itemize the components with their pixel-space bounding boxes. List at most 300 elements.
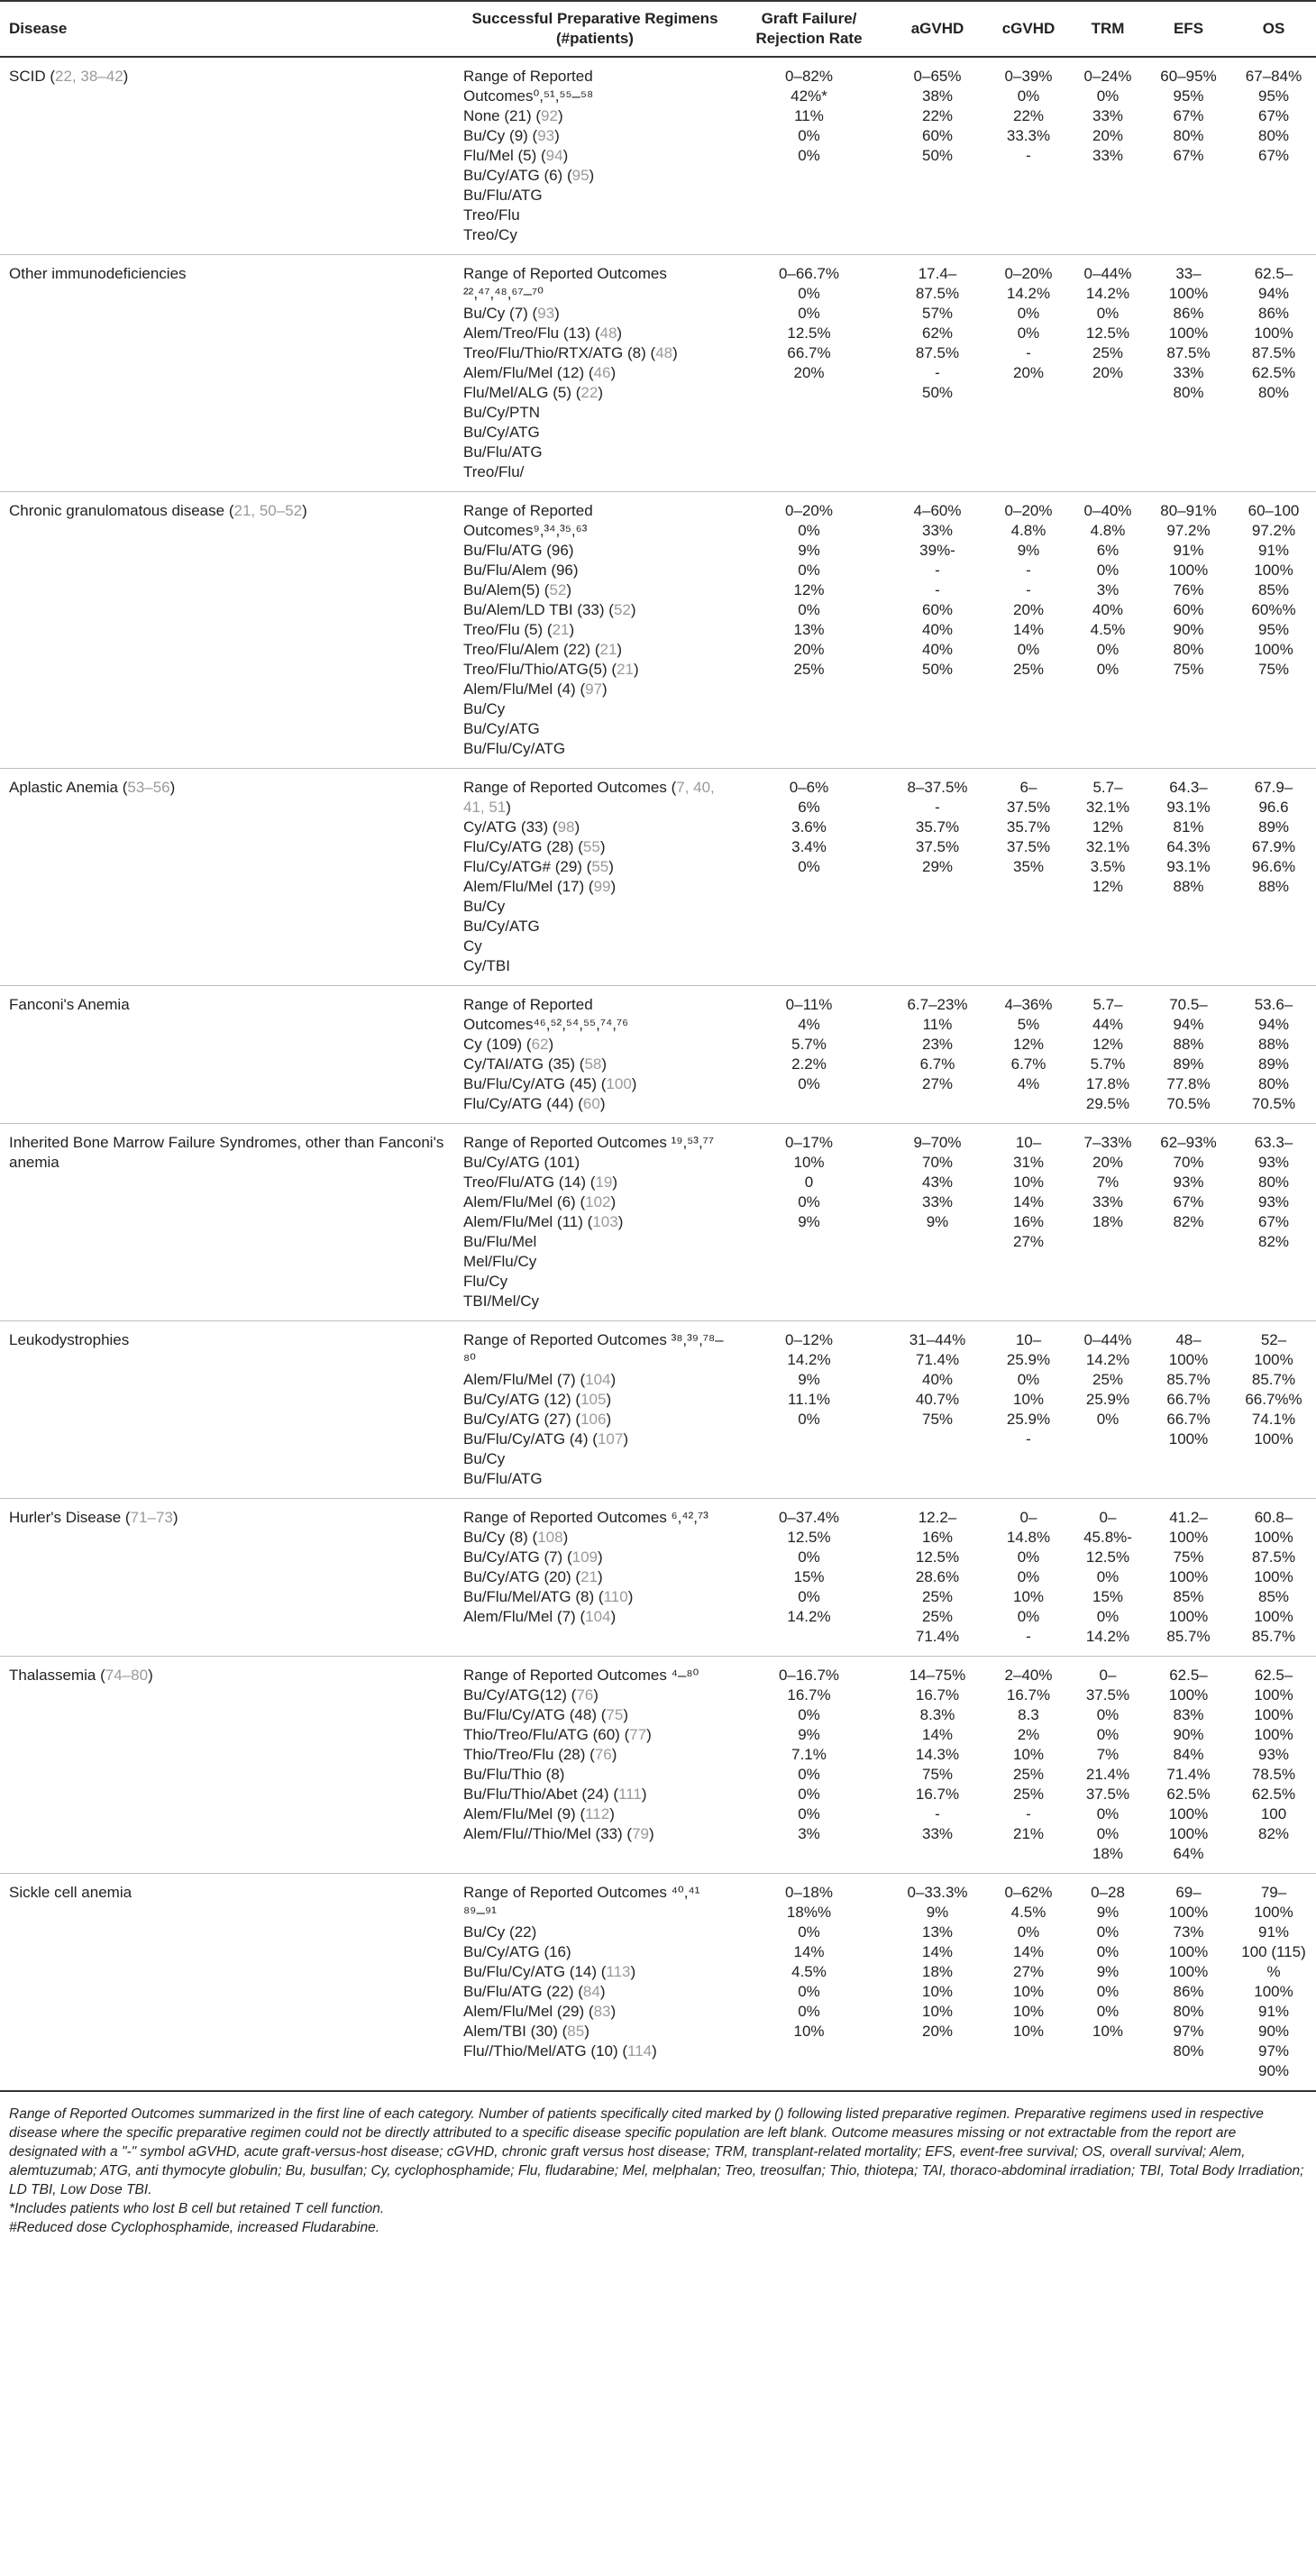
efs-value: 66.7%	[1166, 1411, 1211, 1428]
efs-cell	[1146, 1499, 1231, 1657]
os-cell	[1231, 492, 1316, 769]
efs-value: 100%	[1168, 1529, 1209, 1546]
agvhd-value: 40%	[921, 1371, 954, 1388]
graft-failure-value: 18%%	[786, 1904, 832, 1921]
graft-failure-value: 0–18%	[785, 1884, 833, 1901]
graft-failure-value: 20%	[793, 364, 825, 381]
efs-value: 48–	[1175, 1331, 1202, 1348]
regimen-line: Bu/Cy/ATG	[463, 720, 540, 737]
efs-value: 67%	[1173, 107, 1204, 124]
trm-value: 29.5%	[1085, 1095, 1130, 1112]
os-cell	[1231, 1874, 1316, 2092]
efs-cell	[1146, 1657, 1231, 1874]
efs-value: 86%	[1173, 1983, 1204, 2000]
graft-failure-value: 5.7%	[791, 1036, 827, 1053]
disease-name: Leukodystrophies	[9, 1331, 130, 1348]
trm-value: 21.4%	[1085, 1766, 1130, 1783]
cgvhd-value: 0–62%	[1004, 1884, 1053, 1901]
os-cell	[1231, 769, 1316, 986]
footnote-hash: #Reduced dose Cyclophosphamide, increased Fludarabine.	[9, 2220, 380, 2235]
regimen-line: Treo/Flu (5) (21)	[463, 621, 575, 638]
regimen-line: Treo/Flu/Alem (22) (21)	[463, 641, 623, 658]
agvhd-value: 40%	[921, 621, 954, 638]
efs-value: 69–	[1175, 1884, 1202, 1901]
regimens-cell	[460, 1321, 730, 1499]
agvhd-value: 6.7%	[919, 1055, 955, 1073]
graft-failure-value: 0–12%	[785, 1331, 833, 1348]
trm-value: 7–33%	[1083, 1134, 1132, 1151]
header-graft-failure: Graft Failure/ Rejection Rate	[730, 1, 888, 57]
os-value: %	[1266, 1963, 1281, 1980]
os-cell	[1231, 986, 1316, 1124]
regimen-line: Alem/Flu/Mel (11) (103)	[463, 1213, 624, 1230]
os-value: 62.5%	[1251, 1786, 1296, 1803]
cgvhd-cell	[987, 769, 1070, 986]
cgvhd-value: 8.3	[1018, 1706, 1039, 1723]
trm-value: 20%	[1092, 364, 1124, 381]
efs-value: 41.2–	[1169, 1509, 1208, 1526]
regimen-line: Bu/Cy/ATG (12) (105)	[463, 1391, 612, 1408]
agvhd-cell	[888, 1124, 987, 1321]
regimen-line: Bu/Alem/LD TBI (33) (52)	[463, 601, 636, 618]
regimen-line: Flu/Cy	[463, 1273, 508, 1290]
regimen-line: Treo/Flu/Thio/RTX/ATG (8) (48)	[463, 344, 678, 361]
trm-value: 0%	[1096, 87, 1120, 105]
disease-cell	[0, 1874, 460, 2092]
regimen-line: Cy/ATG (33) (98)	[463, 818, 580, 836]
agvhd-value: 8.3%	[919, 1706, 955, 1723]
trm-value: 12%	[1092, 818, 1124, 836]
os-value: 100%	[1254, 324, 1293, 342]
cgvhd-value: 20%	[1012, 364, 1045, 381]
agvhd-value: 33%	[921, 1825, 954, 1842]
graft-failure-value: 4%	[798, 1016, 820, 1033]
graft-failure-value: 0–16.7%	[778, 1667, 840, 1684]
graft-failure-value: 14.2%	[787, 1351, 831, 1368]
efs-value: 81%	[1173, 818, 1204, 836]
graft-failure-cell	[730, 769, 888, 986]
os-value: 88%	[1257, 878, 1290, 895]
os-value: 100%	[1254, 1568, 1293, 1585]
os-value: 100%	[1254, 1983, 1293, 2000]
trm-value: 14.2%	[1085, 285, 1130, 302]
efs-value: 90%	[1173, 621, 1204, 638]
trm-cell	[1070, 1499, 1146, 1657]
graft-failure-value: 0%	[798, 1193, 820, 1210]
os-value: 60.8–	[1254, 1509, 1293, 1526]
regimen-line: Treo/Flu/Thio/ATG(5) (21)	[463, 661, 639, 678]
cgvhd-value: 4.8%	[1010, 522, 1046, 539]
agvhd-value: 39%-	[919, 542, 955, 559]
trm-value: 14.2%	[1085, 1628, 1130, 1645]
os-value: 60–100	[1247, 502, 1300, 519]
regimen-line: Cy/TBI	[463, 957, 510, 974]
cgvhd-value: 10%	[1012, 1746, 1045, 1763]
graft-failure-value: 9%	[798, 1726, 820, 1743]
agvhd-value: 16.7%	[915, 1686, 960, 1704]
cgvhd-cell	[987, 57, 1070, 255]
cgvhd-value: 25%	[1012, 1766, 1045, 1783]
table-row	[0, 986, 1316, 1124]
os-value: 96.6	[1258, 799, 1289, 816]
trm-value: 12%	[1092, 878, 1124, 895]
efs-value: 89%	[1173, 1055, 1204, 1073]
cgvhd-value: 21%	[1012, 1825, 1045, 1842]
regimen-line: Bu/Flu/Cy/ATG (14) (113)	[463, 1963, 636, 1980]
trm-value: 20%	[1092, 1154, 1124, 1171]
footnote-abbreviations: Range of Reported Outcomes summarized in the first line of each category. Number of patients specifically cited marked by () following listed preparative regimen. Preparative regimens used in respective disease where the specific preparative regimen could not be directly attributed to a specific disease specific population are left blank. Outcome measures missing or not extractable from the report are designated with a "-" symbol aGVHD, acute graft-versus-host disease; cGVHD, chronic graft versus host disease; TRM, transplant-related mortality; EFS, event-free survival; OS, overall survival; Alem, alemtuzumab; ATG, anti thymocyte globulin; Bu, busulfan; Cy, cyclophosphamide; Flu, fludarabine; Mel, melphalan; Treo, treosulfan; Thio, thiotepa; TAI, thoraco-abdominal irradiation; TBI, Total Body Irradiation; LD TBI, Low Dose TBI.	[9, 2106, 1304, 2197]
cgvhd-value: 31%	[1012, 1154, 1045, 1171]
agvhd-value: -	[935, 562, 940, 579]
trm-value: 18%	[1092, 1213, 1124, 1230]
header-efs: EFS	[1146, 1, 1231, 57]
cgvhd-value: -	[1026, 344, 1031, 361]
header-os: OS	[1231, 1, 1316, 57]
table-row	[0, 1657, 1316, 1874]
regimen-line: Cy (109) (62)	[463, 1036, 554, 1053]
agvhd-value: 4–60%	[913, 502, 962, 519]
trm-value: 10%	[1092, 2023, 1124, 2040]
graft-failure-value: 9%	[798, 542, 820, 559]
efs-value: 80%	[1173, 2003, 1204, 2020]
regimen-line: Range of Reported	[463, 502, 593, 519]
cgvhd-value: 2%	[1017, 1726, 1040, 1743]
graft-failure-value: 0–66.7%	[778, 265, 840, 282]
agvhd-value: -	[935, 1805, 940, 1822]
efs-value: 93%	[1173, 1174, 1204, 1191]
graft-failure-cell	[730, 1657, 888, 1874]
agvhd-value: 6.7–23%	[907, 996, 968, 1013]
regimen-line: Treo/Flu	[463, 206, 520, 224]
disease-cell	[0, 1657, 460, 1874]
disease-name: Chronic granulomatous disease (21, 50–52)	[9, 502, 307, 519]
regimen-line: Cy	[463, 937, 482, 955]
os-value: 85.7%	[1251, 1628, 1296, 1645]
os-value: 100%	[1254, 1706, 1293, 1723]
regimen-line: Bu/Cy (8) (108)	[463, 1529, 569, 1546]
cgvhd-value: 0%	[1017, 87, 1040, 105]
regimen-line: Bu/Cy (7) (93)	[463, 305, 560, 322]
agvhd-value: 31–44%	[909, 1331, 966, 1348]
graft-failure-cell	[730, 1124, 888, 1321]
agvhd-cell	[888, 255, 987, 492]
efs-value: 100%	[1168, 1825, 1209, 1842]
regimen-line: Flu/Cy/ATG (44) (60)	[463, 1095, 606, 1112]
regimen-line: Bu/Flu/ATG	[463, 187, 543, 204]
efs-value: 100%	[1168, 1351, 1209, 1368]
regimen-line: Range of Reported Outcomes ³⁸,³⁹,⁷⁸–⁸⁰	[463, 1331, 724, 1368]
cgvhd-value: 10–	[1015, 1134, 1042, 1151]
os-cell	[1231, 1321, 1316, 1499]
trm-value: 14.2%	[1085, 1351, 1130, 1368]
cgvhd-value: 12%	[1012, 1036, 1045, 1053]
regimens-cell	[460, 1874, 730, 2092]
efs-value: 60–95%	[1160, 68, 1217, 85]
graft-failure-value: 0%	[798, 1411, 820, 1428]
os-value: 97%	[1257, 2042, 1290, 2060]
graft-failure-value: 0–20%	[785, 502, 833, 519]
agvhd-value: 23%	[921, 1036, 954, 1053]
cgvhd-value: 6.7%	[1010, 1055, 1046, 1073]
efs-value: 100%	[1168, 1608, 1209, 1625]
efs-value: 64.3%	[1166, 838, 1211, 855]
trm-value: 0%	[1096, 305, 1120, 322]
os-cell	[1231, 1499, 1316, 1657]
trm-value: 0%	[1096, 1805, 1120, 1822]
os-value: 95%	[1257, 621, 1290, 638]
disease-name: Aplastic Anemia (53–56)	[9, 779, 176, 796]
cgvhd-value: 20%	[1012, 601, 1045, 618]
os-value: 100%	[1254, 1686, 1293, 1704]
graft-failure-value: 2.2%	[791, 1055, 827, 1073]
trm-cell	[1070, 986, 1146, 1124]
cgvhd-value: 0–20%	[1004, 265, 1053, 282]
trm-value: 0–28	[1091, 1884, 1125, 1901]
regimen-line: Range of Reported	[463, 996, 593, 1013]
cgvhd-cell	[987, 492, 1070, 769]
cgvhd-value: -	[1026, 147, 1031, 164]
regimen-line: Bu/Cy	[463, 700, 506, 717]
agvhd-value: 37.5%	[915, 838, 960, 855]
efs-value: 85%	[1173, 1588, 1204, 1605]
os-value: 63.3–	[1254, 1134, 1293, 1151]
agvhd-value: 8–37.5%	[907, 779, 968, 796]
agvhd-value: 28.6%	[915, 1568, 960, 1585]
efs-value: 80%	[1173, 641, 1204, 658]
trm-value: 9%	[1096, 1904, 1120, 1921]
efs-value: 75%	[1173, 661, 1204, 678]
agvhd-value: 29%	[921, 858, 954, 875]
cgvhd-value: 37.5%	[1006, 838, 1051, 855]
regimen-line: Range of Reported Outcomes ²²,⁴⁷,⁴⁸,⁶⁷–⁷⁰	[463, 265, 667, 302]
graft-failure-value: 3%	[798, 1825, 820, 1842]
regimen-line: Alem/Flu//Thio/Mel (33) (79)	[463, 1825, 654, 1842]
regimen-line: Bu/Cy/ATG	[463, 918, 540, 935]
trm-value: 0%	[1096, 1608, 1120, 1625]
efs-value: 100%	[1168, 1430, 1209, 1448]
trm-value: 4.8%	[1090, 522, 1126, 539]
trm-value: 37.5%	[1085, 1786, 1130, 1803]
efs-value: 100%	[1168, 1963, 1209, 1980]
regimen-line: Thio/Treo/Flu/ATG (60) (77)	[463, 1726, 652, 1743]
os-value: 78.5%	[1251, 1766, 1296, 1783]
graft-failure-value: 0–17%	[785, 1134, 833, 1151]
agvhd-value: 75%	[921, 1766, 954, 1783]
regimen-line: Bu/Cy/PTN	[463, 404, 541, 421]
efs-value: 64%	[1173, 1845, 1204, 1862]
efs-cell	[1146, 57, 1231, 255]
efs-value: 80%	[1173, 2042, 1204, 2060]
regimens-cell	[460, 1499, 730, 1657]
cgvhd-value: 2–40%	[1004, 1667, 1053, 1684]
disease-name: Other immunodeficiencies	[9, 265, 187, 282]
os-value: 80%	[1257, 1174, 1290, 1191]
footnote-asterisk: *Includes patients who lost B cell but retained T cell function.	[9, 2201, 385, 2216]
graft-failure-value: 3.6%	[791, 818, 827, 836]
table-body	[0, 57, 1316, 2091]
disease-name: SCID (22, 38–42)	[9, 68, 129, 85]
os-value: 62.5–	[1254, 265, 1293, 282]
efs-value: 62.5%	[1166, 1786, 1211, 1803]
graft-failure-value: 0%	[798, 1923, 820, 1941]
os-cell	[1231, 255, 1316, 492]
trm-value: 6%	[1096, 542, 1120, 559]
graft-failure-value: 0%	[798, 147, 820, 164]
agvhd-value: 13%	[921, 1923, 954, 1941]
agvhd-value: 50%	[921, 147, 954, 164]
cgvhd-cell	[987, 986, 1070, 1124]
regimen-line: Outcomes⁴⁶,⁵²,⁵⁴,⁵⁵,⁷⁴,⁷⁶	[463, 1016, 629, 1033]
agvhd-cell	[888, 1321, 987, 1499]
regimen-line: Bu/Flu/Alem (96)	[463, 562, 579, 579]
efs-value: 90%	[1173, 1726, 1204, 1743]
os-value: 88%	[1257, 1036, 1290, 1053]
graft-failure-cell	[730, 1499, 888, 1657]
efs-value: 73%	[1173, 1923, 1204, 1941]
agvhd-value: 33%	[921, 522, 954, 539]
os-value: 67.9–	[1254, 779, 1293, 796]
disease-name: Inherited Bone Marrow Failure Syndromes, other than Fanconi's anemia	[9, 1134, 444, 1171]
graft-failure-value: 25%	[793, 661, 825, 678]
agvhd-value: 16.7%	[915, 1786, 960, 1803]
regimen-line: Flu/Cy/ATG# (29) (55)	[463, 858, 614, 875]
graft-failure-value: 12%	[793, 581, 825, 598]
cgvhd-value: 25.9%	[1006, 1351, 1051, 1368]
cgvhd-value: -	[1026, 1430, 1031, 1448]
cgvhd-value: 16.7%	[1006, 1686, 1051, 1704]
trm-value: 0–24%	[1083, 68, 1132, 85]
agvhd-value: 62%	[921, 324, 954, 342]
agvhd-cell	[888, 492, 987, 769]
graft-failure-value: 0–82%	[785, 68, 833, 85]
os-value: 62.5%	[1251, 364, 1296, 381]
trm-value: 18%	[1092, 1845, 1124, 1862]
agvhd-value: 25%	[921, 1608, 954, 1625]
graft-failure-value: 11.1%	[788, 1391, 830, 1408]
agvhd-value: 9%	[926, 1904, 949, 1921]
agvhd-cell	[888, 1657, 987, 1874]
disease-cell	[0, 769, 460, 986]
trm-value: 0%	[1096, 1411, 1120, 1428]
trm-value: 0%	[1096, 1706, 1120, 1723]
agvhd-value: -	[935, 581, 940, 598]
trm-value: 0–44%	[1083, 265, 1132, 282]
cgvhd-value: -	[1026, 1805, 1031, 1822]
agvhd-value: 33%	[921, 1193, 954, 1210]
efs-value: 83%	[1173, 1706, 1204, 1723]
os-value: 67%	[1257, 147, 1290, 164]
trm-value: 12%	[1092, 1036, 1124, 1053]
trm-value: 3%	[1096, 581, 1120, 598]
regimen-line: TBI/Mel/Cy	[463, 1293, 540, 1310]
regimen-line: Bu/Cy/ATG (101)	[463, 1154, 580, 1171]
disease-cell	[0, 986, 460, 1124]
disease-cell	[0, 492, 460, 769]
os-value: 67.9%	[1251, 838, 1296, 855]
graft-failure-cell	[730, 255, 888, 492]
trm-cell	[1070, 1657, 1146, 1874]
os-value: 82%	[1257, 1825, 1290, 1842]
os-value: 100%	[1254, 1430, 1293, 1448]
agvhd-value: 50%	[921, 661, 954, 678]
os-value: 100 (115)	[1241, 1943, 1306, 1960]
regimen-line: Bu/Cy	[463, 898, 506, 915]
graft-failure-value: 15%	[793, 1568, 825, 1585]
trm-value: 0%	[1096, 1983, 1120, 2000]
regimens-cell	[460, 1124, 730, 1321]
trm-value: 0%	[1096, 1923, 1120, 1941]
trm-value: 12.5%	[1085, 324, 1130, 342]
regimen-line: Range of Reported Outcomes ⁶,⁴²,⁷³	[463, 1509, 708, 1526]
efs-value: 60%	[1173, 601, 1204, 618]
regimens-cell	[460, 769, 730, 986]
cgvhd-value: 14%	[1012, 1193, 1045, 1210]
cgvhd-cell	[987, 1499, 1070, 1657]
cgvhd-value: 6–	[1019, 779, 1037, 796]
graft-failure-value: 0–37.4%	[778, 1509, 840, 1526]
trm-value: 25.9%	[1085, 1391, 1130, 1408]
regimen-line: Bu/Cy/ATG (6) (95)	[463, 167, 595, 184]
regimen-line: Bu/Cy (22)	[463, 1923, 537, 1941]
os-value: 62.5–	[1254, 1667, 1293, 1684]
efs-value: 71.4%	[1166, 1766, 1211, 1783]
cgvhd-value: 27%	[1012, 1233, 1045, 1250]
cgvhd-value: 35.7%	[1006, 818, 1051, 836]
regimen-line: Mel/Flu/Cy	[463, 1253, 537, 1270]
graft-failure-value: 0%	[798, 1706, 820, 1723]
trm-value: 0%	[1096, 562, 1120, 579]
os-value: 87.5%	[1251, 1548, 1296, 1566]
trm-value: 5.7–	[1092, 779, 1123, 796]
os-value: 93%	[1257, 1154, 1290, 1171]
os-value: 94%	[1257, 285, 1290, 302]
agvhd-value: 25%	[921, 1588, 954, 1605]
os-value: 100	[1260, 1805, 1287, 1822]
agvhd-value: 87.5%	[915, 344, 960, 361]
os-value: 93%	[1257, 1746, 1290, 1763]
cgvhd-value: 10%	[1012, 1588, 1045, 1605]
graft-failure-value: 0%	[798, 2003, 820, 2020]
efs-value: 95%	[1173, 87, 1204, 105]
trm-value: 5.7%	[1090, 1055, 1126, 1073]
efs-cell	[1146, 1124, 1231, 1321]
graft-failure-value: 12.5%	[787, 324, 831, 342]
os-value: 80%	[1257, 127, 1290, 144]
trm-value: 33%	[1092, 1193, 1124, 1210]
efs-value: 80%	[1173, 384, 1204, 401]
cgvhd-cell	[987, 1321, 1070, 1499]
efs-value: 100%	[1168, 1568, 1209, 1585]
efs-value: 62.5–	[1169, 1667, 1208, 1684]
graft-failure-value: 0%	[798, 601, 820, 618]
trm-value: 33%	[1092, 147, 1124, 164]
os-value: 52–	[1260, 1331, 1287, 1348]
efs-value: 100%	[1168, 324, 1209, 342]
cgvhd-value: 16%	[1012, 1213, 1045, 1230]
header-agvhd: aGVHD	[888, 1, 987, 57]
regimen-line: Range of Reported Outcomes (7, 40, 41, 51)	[463, 779, 715, 816]
efs-cell	[1146, 1321, 1231, 1499]
os-value: 95%	[1257, 87, 1290, 105]
efs-value: 88%	[1173, 1036, 1204, 1053]
table-row	[0, 255, 1316, 492]
cgvhd-cell	[987, 1657, 1070, 1874]
trm-value: 0%	[1096, 641, 1120, 658]
regimen-line: Alem/Flu/Mel (6) (102)	[463, 1193, 617, 1210]
graft-failure-value: 0%	[798, 1548, 820, 1566]
agvhd-value: 27%	[921, 1075, 954, 1092]
os-value: 91%	[1257, 542, 1290, 559]
